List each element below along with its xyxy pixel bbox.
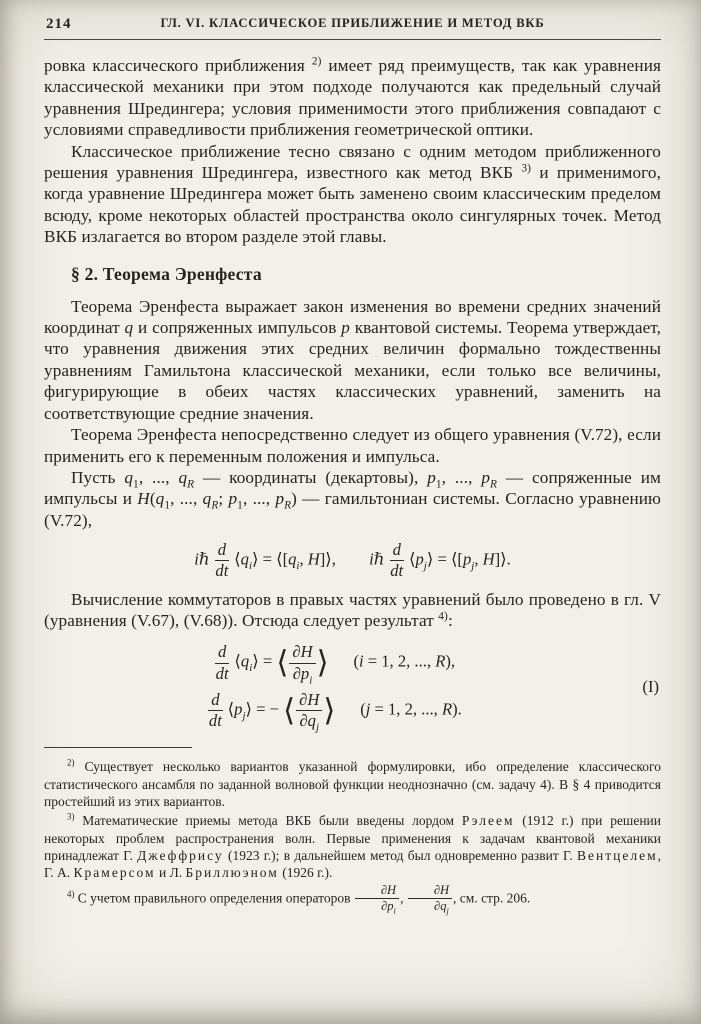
- paragraph-6: Вычисление коммутаторов в правых частях уравнений было проведено в гл. V (уравнения (V.67), (V.68)). Отсюда следует результат $^{4)}$:: [44, 589, 661, 631]
- footnote-4: $^{4)}$ С учетом правильного определения операторов $\frac{\partial H}{\partial p_i}$ , $\frac{\partial H}{\partial q_j}$ , см. стр. 206.: [67, 882, 531, 916]
- footnotes-block: [44, 758, 661, 914]
- page-number: 214: [46, 16, 72, 32]
- equation-number-label: (I): [642, 676, 659, 696]
- equation-group-I: [44, 642, 661, 734]
- footnote-2: $^{2)}$ Существует несколько вариантов указанной формулировки, ибо определение классического статистического ансамбля по заданной волновой функции неоднозначно (см. задачу 4). В § 4 приводится простейший из этих вариантов.: [44, 757, 661, 810]
- header-rule: [44, 39, 661, 40]
- equation-rows: [44, 642, 625, 734]
- paragraph-4: Теорема Эренфеста непосредственно следует из общего уравнения (V.72), если применить его к переменным положения и импульса.: [44, 425, 661, 466]
- paragraph-5: Пусть $q_1$, ..., $q_R$ — координаты (декартовы), $p_1$, ..., $p_R$ — сопряженные им импульсы и $H(q_1$, ..., $q_R$; $p_1$, ..., $p_R$) — гамильтониан системы. Согласно уравнению (V.72),: [44, 467, 661, 530]
- paragraph-2: Классическое приближение тесно связано с одним методом приближенного решения уравнения Шредингера, известного как метод ВКБ $^{3)}$ и применимого, когда уравнение Шредингера может быть заменено своим классическим пределом всюду, кроме некоторых областей пространства около сингулярных точек. Метод ВКБ излагается во втором разделе этой главы.: [44, 141, 661, 247]
- running-head: ГЛ. VI. КЛАССИЧЕСКОЕ ПРИБЛИЖЕНИЕ И МЕТОД ВКБ: [160, 16, 545, 30]
- page-header: [44, 16, 661, 34]
- equation-commutators: iℏ $\frac{d}{dt}$ $⟨q_i⟩$ = $⟨[q_i$, H]⟩, iℏ $\frac{d}{dt}$ $⟨p_j⟩$ = $⟨[p_j$, H]⟩.: [194, 540, 511, 581]
- paragraph-3: Теорема Эренфеста выражает закон изменения во времени средних значений координат q и сопряженных импульсов p квантовой системы. Теорема утверждает, что уравнения движения этих средних величин формально тождественны уравнениям Гамильтона классической механики, если только все величины, фигурирующие в обеих частях классических уравнений, заменить на соответствующие средние значения.: [44, 296, 662, 423]
- equation-I-row1: $\frac{d}{dt}$ $⟨q_i⟩$ = ⟨ $\frac{\partial H}{\partial p_i}$ ⟩ (i = 1, 2, ..., R),: [215, 642, 456, 686]
- footnote-3: $^{3)}$ Математические приемы метода ВКБ были введены лордом Рэлеем (1912 г.) при решении некоторых проблем распространения волн. Первые применения к задачам квантовой механики принадлежат Г. Джеффрису (1923 г.); в дальнейшем метод был одновременно развит Г. Вентцелем, Г. А. Крамерсом и Л. Бриллюэном (1926 г.).: [44, 811, 661, 881]
- footnote-rule: [44, 747, 192, 748]
- section-heading: § 2. Теорема Эренфеста: [71, 263, 262, 284]
- paragraph-1: ровка классического приближения $^{2)}$ имеет ряд преимуществ, так как уравнения классической механики при этом подходе получаются как предельный случай уравнения Шредингера; условия применимости этого приближения совпадают с условиями справедливости приближения геометрической оптики.: [44, 55, 661, 140]
- equation-I-row2: $\frac{d}{dt}$ $⟨p_j⟩$ = − ⟨ $\frac{\partial H}{\partial q_j}$ ⟩ (j = 1, 2, ..., R).: [208, 689, 462, 734]
